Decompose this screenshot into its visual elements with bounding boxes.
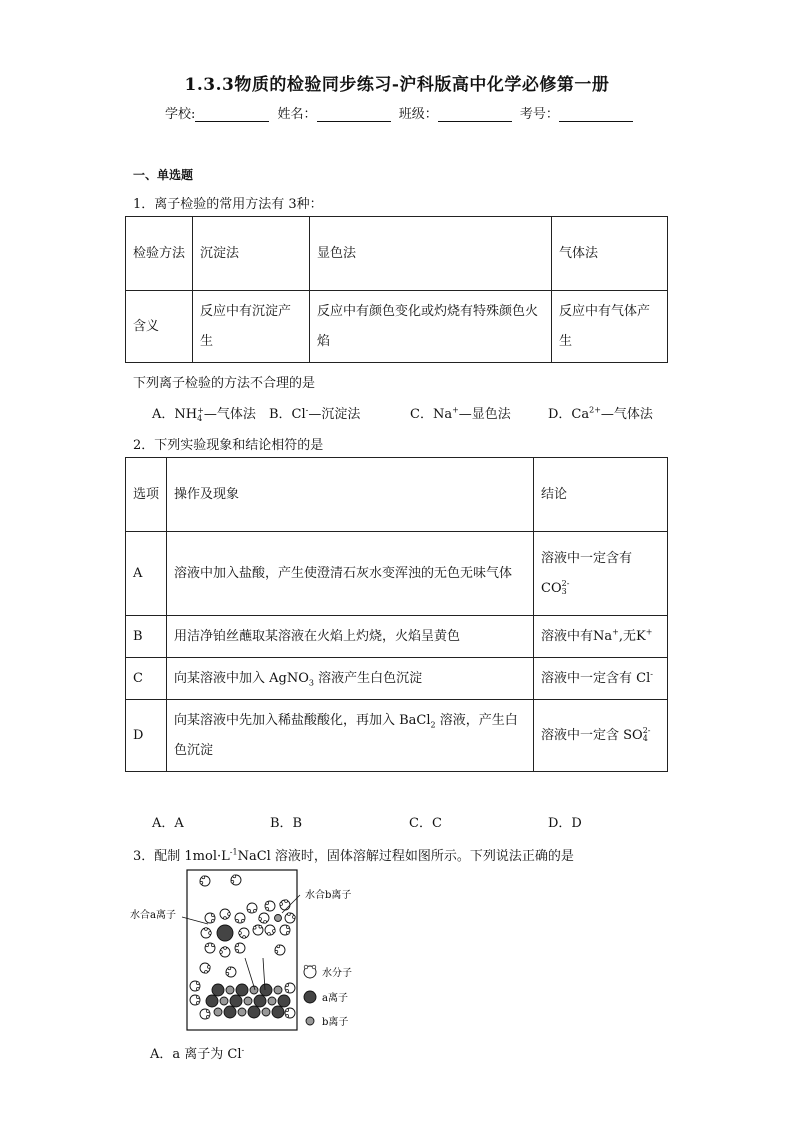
number-blank[interactable] bbox=[559, 109, 633, 122]
q1-cell-text: 气体法 bbox=[559, 245, 599, 261]
q1-cell bbox=[552, 291, 668, 363]
q3-stem-sup: -1 bbox=[229, 847, 238, 857]
water-h-atom bbox=[228, 913, 231, 916]
q3-option-a[interactable] bbox=[150, 1043, 244, 1062]
a-ion bbox=[206, 995, 218, 1007]
name-label: 姓名： bbox=[277, 107, 317, 122]
q1-cell bbox=[310, 291, 552, 363]
water-h-atom bbox=[226, 972, 229, 975]
water-h-atom bbox=[196, 1001, 199, 1004]
water-h-atom bbox=[248, 909, 251, 912]
dissolution-figure bbox=[130, 868, 370, 1033]
a-ion bbox=[254, 995, 266, 1007]
water-h-atom bbox=[211, 914, 214, 917]
a-ion bbox=[217, 925, 233, 941]
b-ion bbox=[220, 997, 228, 1005]
water-h-atom bbox=[286, 926, 289, 929]
legend-water-h bbox=[312, 965, 316, 969]
q2-row-a-option: A bbox=[126, 532, 167, 616]
q2-row-d-sub: 2 bbox=[430, 720, 436, 730]
water-h-atom bbox=[241, 919, 244, 922]
water-h-atom bbox=[272, 930, 275, 933]
q1-cell-text: 显色法 bbox=[317, 245, 357, 261]
a-ion bbox=[236, 984, 248, 996]
q2-row-d-op2: 溶液，产生白色沉淀 bbox=[174, 712, 518, 758]
water-h-atom bbox=[286, 1009, 289, 1012]
water-h-atom bbox=[236, 949, 239, 952]
legend-b-marker bbox=[306, 1017, 314, 1025]
q2-row-a-conclusion-line2 bbox=[541, 574, 660, 604]
water-h-atom bbox=[196, 996, 199, 999]
q2-table bbox=[125, 457, 668, 772]
q1-option-b-label: B．Cl bbox=[269, 407, 306, 422]
q1-cell-text: 反应中有沉淀产生 bbox=[200, 303, 292, 349]
q2-row-d-sub: 4 bbox=[642, 734, 648, 743]
q2-stem: 2．下列实验现象和结论相符的是 bbox=[133, 438, 324, 453]
water-h-atom bbox=[243, 936, 246, 939]
water-h-atom bbox=[239, 932, 242, 935]
q2-row-c-text: 溶液中一定含有 Cl bbox=[541, 670, 651, 686]
q2-row-a-conclusion bbox=[534, 532, 668, 616]
water-h-atom bbox=[224, 947, 227, 950]
water-h-atom bbox=[236, 944, 239, 947]
water-h-atom bbox=[211, 944, 214, 947]
b-ion bbox=[275, 915, 282, 922]
q1-option-a-sup: + bbox=[197, 405, 204, 415]
q2-row-d-ion bbox=[643, 727, 651, 743]
legend-b: b离子 bbox=[322, 1017, 349, 1028]
water-h-atom bbox=[233, 875, 236, 878]
water-h-atom bbox=[202, 876, 205, 879]
legend-a: a离子 bbox=[322, 993, 348, 1004]
q2-header-option bbox=[126, 458, 167, 532]
q2-header-text: 操作及现象 bbox=[174, 486, 240, 502]
table-row bbox=[126, 616, 668, 658]
q2-row-a-formula: CO bbox=[541, 580, 562, 596]
q2-row-b-text1: 溶液中有Na bbox=[541, 628, 613, 644]
water-h-atom bbox=[236, 919, 239, 922]
q3-stem bbox=[133, 845, 574, 864]
q1-cell bbox=[310, 217, 552, 291]
water-h-atom bbox=[286, 931, 289, 934]
a-ion bbox=[272, 1006, 284, 1018]
q2-row-d-text: 溶液中一定含 SO bbox=[541, 727, 643, 743]
q1-option-c-rest: —显色法 bbox=[458, 407, 511, 422]
q1-table bbox=[125, 216, 668, 363]
water-h-atom bbox=[266, 907, 269, 910]
q3-stem-part2: NaCl 溶液时，固体溶解过程如图所示。下列说法正确的是 bbox=[237, 849, 574, 864]
q1-cell bbox=[193, 217, 310, 291]
a-ion bbox=[278, 995, 290, 1007]
b-ion bbox=[214, 1008, 222, 1016]
q1-option-b-rest: —沉淀法 bbox=[308, 407, 361, 422]
water-h-atom bbox=[253, 909, 256, 912]
q1-cell-header bbox=[126, 217, 193, 291]
q1-option-a-label: A．NH bbox=[152, 407, 198, 422]
water-h-atom bbox=[231, 880, 234, 883]
water-h-atom bbox=[207, 966, 210, 969]
q1-option-c[interactable] bbox=[410, 403, 511, 422]
q2-row-a-sub: 3 bbox=[561, 587, 567, 596]
water-h-atom bbox=[266, 902, 269, 905]
q2-row-d-option: D bbox=[126, 700, 167, 772]
a-ion bbox=[248, 1006, 260, 1018]
q1-option-d[interactable] bbox=[548, 403, 653, 422]
water-h-atom bbox=[205, 928, 208, 931]
q3-option-a-text: A．a 离子为 Cl bbox=[150, 1047, 242, 1062]
q2-row-b-option: B bbox=[126, 616, 167, 658]
water-h-atom bbox=[206, 1010, 209, 1013]
q1-option-a-sub: 4 bbox=[197, 413, 203, 423]
q2-row-a-sup: 2- bbox=[561, 579, 570, 588]
school-blank[interactable] bbox=[195, 109, 269, 122]
q1-option-c-sup: + bbox=[452, 405, 459, 415]
q2-row-a-conclusion-line1: 溶液中一定含有 bbox=[541, 550, 633, 566]
page-title: 1.3.3物质的检验同步练习-沪科版高中化学必修第一册 bbox=[184, 75, 610, 95]
q2-row-d-conclusion bbox=[534, 700, 668, 772]
school-label: 学校: bbox=[165, 107, 196, 122]
q2-option-a[interactable]: A．A bbox=[152, 816, 184, 831]
legend-water-h bbox=[304, 965, 308, 969]
water-h-atom bbox=[224, 917, 227, 920]
a-ion bbox=[224, 1006, 236, 1018]
q1-cell-text: 反应中有颜色变化或灼烧有特殊颜色火焰 bbox=[317, 303, 539, 349]
q2-row-b-text2: ,无K bbox=[618, 628, 646, 644]
q2-row-c-op1: 向某溶液中加入 AgNO bbox=[174, 670, 309, 686]
water-h-atom bbox=[285, 900, 288, 903]
q1-cell-text: 反应中有气体产生 bbox=[559, 303, 651, 349]
table-row bbox=[126, 658, 668, 700]
legend-a-marker bbox=[304, 991, 316, 1003]
b-ion bbox=[268, 997, 276, 1005]
q1-option-d-label: D．Ca bbox=[548, 407, 590, 422]
q1-cell-text: 检验方法 bbox=[133, 245, 186, 261]
section-heading: 一、单选题 bbox=[133, 168, 194, 182]
q1-option-c-label: C．Na bbox=[410, 407, 453, 422]
q1-option-d-sup: 2+ bbox=[589, 405, 601, 415]
student-info bbox=[165, 103, 637, 122]
q1-option-d-rest: —气体法 bbox=[600, 407, 653, 422]
q2-row-a-ion bbox=[562, 580, 570, 596]
q2-row-a-operation: 溶液中加入盐酸，产生使澄清石灰水变浑浊的无色无味气体 bbox=[167, 532, 534, 616]
table-row bbox=[126, 700, 668, 772]
q1-question: 下列离子检验的方法不合理的是 bbox=[133, 376, 316, 391]
b-ion bbox=[226, 986, 234, 994]
q2-row-c-operation bbox=[167, 658, 534, 700]
q1-cell bbox=[193, 291, 310, 363]
water-h-atom bbox=[206, 1015, 209, 1018]
q2-row-b-sup1: + bbox=[612, 627, 619, 637]
q2-row-c-sup: - bbox=[650, 669, 653, 679]
water-h-atom bbox=[205, 970, 208, 973]
q1-cell-text: 含义 bbox=[133, 318, 160, 334]
q2-option-b[interactable]: B．B bbox=[270, 816, 303, 831]
q2-row-b-conclusion bbox=[534, 616, 668, 658]
q3-option-a-sup: - bbox=[241, 1045, 245, 1055]
water-h-atom bbox=[259, 925, 262, 928]
water-h-atom bbox=[264, 920, 267, 923]
water-h-atom bbox=[280, 903, 283, 906]
q1-cell-text: 沉淀法 bbox=[200, 245, 240, 261]
water-h-atom bbox=[209, 932, 212, 935]
q2-header-conclusion bbox=[534, 458, 668, 532]
q2-row-b-operation: 用洁净铂丝蘸取某溶液在火焰上灼烧，火焰呈黄色 bbox=[167, 616, 534, 658]
b-ion bbox=[274, 986, 282, 994]
q1-cell-header bbox=[126, 291, 193, 363]
q2-option-d[interactable]: D．D bbox=[548, 816, 582, 831]
q1-option-a[interactable] bbox=[152, 403, 256, 423]
water-h-atom bbox=[286, 989, 289, 992]
q1-option-a-ion bbox=[197, 407, 204, 423]
water-h-atom bbox=[196, 982, 199, 985]
water-h-atom bbox=[253, 926, 256, 929]
q2-row-c-sub: 3 bbox=[308, 678, 314, 688]
water-h-atom bbox=[288, 913, 291, 916]
legend-water: 水分子 bbox=[322, 968, 352, 979]
number-label: 考号： bbox=[519, 107, 559, 122]
water-h-atom bbox=[268, 932, 271, 935]
q1-option-a-rest: —气体法 bbox=[203, 407, 256, 422]
q2-header-text: 选项 bbox=[133, 486, 160, 502]
b-ion bbox=[262, 1008, 270, 1016]
table-row bbox=[126, 532, 668, 616]
b-ion bbox=[238, 1008, 246, 1016]
q1-stem: 1．离子检验的常用方法有 3种： bbox=[133, 197, 323, 212]
water-h-atom bbox=[259, 918, 262, 921]
water-h-atom bbox=[228, 967, 231, 970]
q2-option-c[interactable]: C．C bbox=[409, 816, 442, 831]
water-h-atom bbox=[286, 1014, 289, 1017]
q2-row-c-conclusion bbox=[534, 658, 668, 700]
b-ion bbox=[244, 997, 252, 1005]
q1-cell bbox=[552, 217, 668, 291]
q2-row-d-op1: 向某溶液中先加入稀盐酸酸化，再加入 BaCl bbox=[174, 712, 431, 728]
name-blank[interactable] bbox=[317, 109, 391, 122]
a-ion bbox=[212, 984, 224, 996]
q1-option-b[interactable] bbox=[269, 403, 360, 422]
class-blank[interactable] bbox=[438, 109, 512, 122]
q1-option-b-sup: - bbox=[305, 405, 309, 415]
water-h-atom bbox=[292, 916, 295, 919]
q3-stem-part1: 3．配制 1mol·L bbox=[133, 849, 230, 864]
q2-row-b-sup2: + bbox=[645, 627, 653, 637]
q2-header-text: 结论 bbox=[541, 486, 568, 502]
label-hydrated-a: 水合a离子 bbox=[130, 910, 176, 921]
water-h-atom bbox=[286, 984, 289, 987]
label-hydrated-b: 水合b离子 bbox=[305, 890, 352, 901]
water-h-atom bbox=[275, 950, 278, 953]
a-ion bbox=[260, 984, 272, 996]
q2-row-d-sup: 2- bbox=[642, 726, 651, 735]
water-h-atom bbox=[211, 919, 214, 922]
water-h-atom bbox=[277, 945, 280, 948]
water-h-atom bbox=[206, 944, 209, 947]
water-h-atom bbox=[196, 987, 199, 990]
q2-row-d-operation bbox=[167, 700, 534, 772]
water-h-atom bbox=[220, 951, 223, 954]
water-h-atom bbox=[200, 881, 203, 884]
q2-row-c-option: C bbox=[126, 658, 167, 700]
q2-header-operation bbox=[167, 458, 534, 532]
a-ion bbox=[230, 995, 242, 1007]
q2-row-c-op2: 溶液产生白色沉淀 bbox=[313, 670, 423, 686]
class-label: 班级： bbox=[398, 107, 438, 122]
